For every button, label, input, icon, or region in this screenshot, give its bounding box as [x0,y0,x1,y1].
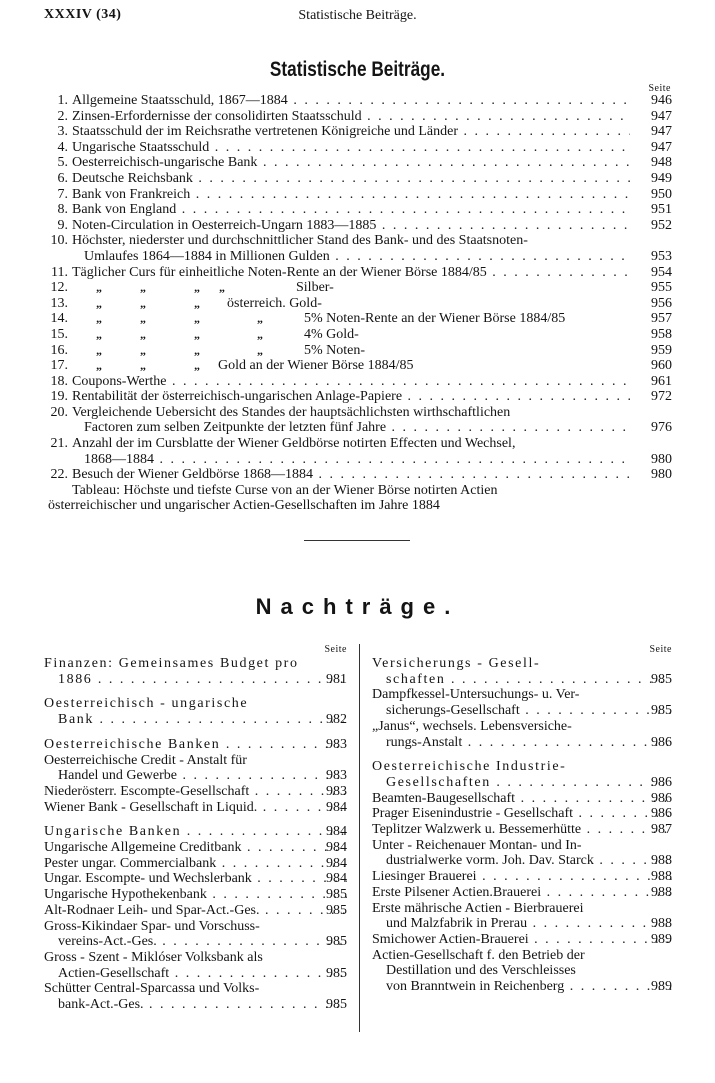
entry-page: 946 [651,93,672,108]
addenda-entry [372,885,672,901]
ditto-mark: „ [194,280,200,295]
entry-text-line: Handel und Gewerbe . . . [44,768,347,784]
entry-title: Gold an der Wiener Börse 1884/85 [218,358,414,374]
entry-page: 972 [651,389,672,405]
addenda-entry [372,838,672,869]
entry-page: 950 [651,186,672,202]
entry-title: 4% Gold- [304,326,359,342]
entry-page: 988 [651,884,672,900]
addenda-entry [44,887,347,903]
entry-title: 5% Noten- [304,342,366,358]
entry-page: 956 [651,295,672,311]
entry-number: 5. [57,155,68,171]
entry-page: 952 [651,217,672,233]
entry-title: Deutsche Reichsbank . . . [72,171,630,187]
tableau-text: österreichischer und ungarischer Actien-Gesellschaften im Jahre 1884 [48,498,440,514]
entry-page: 949 [651,170,672,186]
entry-page: 983 [326,768,347,784]
addenda-heading [44,824,347,840]
entry-text-line: Gross-Kikindaer Spar- und Vorschuss- [44,918,260,934]
entry-page: 951 [651,202,672,218]
entry-title-continuation: Umlaufes 1864—1884 in Millionen Gulden . . . [84,249,630,265]
entry-page: 985 [651,671,672,687]
entry-text-line: rungs-Anstalt . . . [372,735,672,751]
entry-text-line: Schütter Central-Sparcassa und Volks- [44,981,260,997]
entry-title: Zinsen-Erfordernisse der consolidirten Staatsschuld . . . [72,109,630,125]
addenda-entry [372,948,672,995]
ditto-mark: „ [194,311,200,326]
entry-text-line: Unter - Reichenauer Montan- und In- [372,837,582,853]
ditto-mark: „ [257,342,263,357]
entry-page: 987 [651,822,672,838]
addenda-heading [372,759,672,790]
ditto-mark: „ [140,311,146,326]
entry-page: 988 [651,916,672,932]
toc-row-continuation [44,249,672,265]
entry-page: 984 [326,840,347,856]
addenda-heading [372,656,672,687]
toc-row-continuation [44,420,672,436]
entry-number: 8. [57,202,68,218]
entry-page: 980 [651,451,672,467]
entry-text-line: Oesterreichische Industrie- [372,759,567,775]
ditto-mark: „ [96,326,102,341]
heading-spacer [372,750,672,759]
addenda-entry [372,869,672,885]
entry-page: 947 [651,124,672,140]
seite-label: Seite [324,644,347,655]
page-header-left: XXXIV (34) [44,7,122,22]
entry-number: 18. [50,373,68,389]
toc-row [44,187,672,203]
toc-row [44,343,672,359]
ditto-mark: „ [194,358,200,373]
addenda-entry [44,753,347,784]
entry-page: 955 [651,280,672,296]
ditto-mark: „ [257,311,263,326]
entry-text-line: Pester ungar. Commercialbank . . . [44,856,347,872]
addenda-entry [44,784,347,800]
entry-page: 982 [326,712,347,728]
entry-text-line: Beamten-Baugesellschaft . . . [372,791,672,807]
toc-row [44,405,672,421]
entry-title-continuation: Factoren zum selben Zeitpunkte der letzten fünf Jahre . . . [84,420,630,436]
running-title: Statistische Beiträge. [298,8,417,23]
ditto-mark: „ [257,326,263,341]
entry-title: Höchster, niederster und durchschnittlicher Stand des Bank- und des Staatsnoten- [72,233,528,249]
toc-row [44,124,672,140]
heading-spacer [44,728,347,737]
entry-page: 985 [326,997,347,1013]
entry-text-line: Liesinger Brauerei . . . [372,869,672,885]
entry-page: 984 [326,871,347,887]
addenda-entry [44,856,347,872]
entry-page: 947 [651,108,672,124]
entry-text-line: Ungarische Allgemeine Creditbank . . . [44,840,347,856]
entry-page: 986 [651,774,672,790]
entry-number: 9. [57,217,68,233]
entry-page: 984 [326,799,347,815]
entry-page: 986 [651,790,672,806]
ditto-mark: „ [140,295,146,310]
entry-text-line: Oesterreichische Banken . . . [44,737,347,753]
entry-page: 959 [651,342,672,358]
entry-text-line: Niederösterr. Escompte-Gesellschaft . . . [44,784,347,800]
addenda-entry [44,800,347,816]
entry-page: 983 [326,736,347,752]
entry-title: österreich. Gold- [227,295,322,311]
entry-number: 17. [50,358,68,374]
entry-text-line: von Branntwein in Reichenberg . . . [372,979,672,995]
entry-page: 957 [651,311,672,327]
entry-number: 12. [50,280,68,296]
toc-row [44,311,672,327]
ditto-mark: „ [96,280,102,295]
addenda-right-column [372,642,672,995]
entry-text-line: Alt-Rodnaer Leih- und Spar-Act.-Ges. . . . [44,903,347,919]
entry-number: 19. [50,389,68,405]
tableau-text: Tableau: Höchste und tiefste Curse von an der Wiener Börse notirten Actien [72,482,498,498]
entry-page: 985 [326,934,347,950]
addenda-entry [372,932,672,948]
entry-number: 7. [57,186,68,202]
entry-page: 983 [326,783,347,799]
addenda-entry [44,903,347,919]
section-divider [304,540,410,541]
entry-page: 989 [651,931,672,947]
entry-page: 981 [326,671,347,687]
entry-page: 947 [651,139,672,155]
entry-text-line: Gesellschaften . . . [372,775,672,791]
entry-page: 988 [651,869,672,885]
entry-text-line: Finanzen: Gemeinsames Budget pro [44,656,299,671]
entry-page: 985 [651,703,672,719]
entry-page: 985 [326,887,347,903]
ditto-mark: „ [140,342,146,357]
entry-page: 953 [651,248,672,264]
entry-title: Oesterreichisch-ungarische Bank . . . [72,155,630,171]
entry-text-line: 1886 . . . [44,672,347,688]
entry-page: 985 [326,902,347,918]
ditto-mark: „ [96,358,102,373]
entry-number: 20. [50,404,68,420]
addenda-entry [372,806,672,822]
addenda-entry [44,950,347,981]
addenda-heading [44,656,347,687]
entry-number: 21. [50,436,68,452]
addenda-left-column [44,642,347,1013]
entry-text-line: Dampfkessel-Untersuchungs- u. Ver- [372,687,580,703]
toc-row [44,218,672,234]
entry-title: Bank von Frankreich . . . [72,187,630,203]
toc-row [44,436,672,452]
entry-text-line: und Malzfabrik in Prerau . . . [372,916,672,932]
ditto-mark: „ [96,295,102,310]
entry-text-line: dustrialwerke vorm. Joh. Dav. Starck . . . [372,853,672,869]
tableau-line [44,483,672,499]
entry-title: Noten-Circulation in Oesterreich-Ungarn 1883—1885 . . . [72,218,630,234]
entry-title: Besuch der Wiener Geldbörse 1868—1884 . . . [72,467,630,483]
entry-number: 22. [50,467,68,483]
ditto-mark: „ [194,295,200,310]
seite-label: Seite [648,83,671,94]
entry-page: 988 [651,853,672,869]
entry-page: 984 [326,824,347,840]
entry-page: 980 [651,467,672,483]
statistics-toc [44,93,672,514]
entry-number: 4. [57,139,68,155]
toc-row [44,389,672,405]
entry-text-line: Erste Pilsener Actien.Brauerei . . . [372,885,672,901]
entry-text-line: vereins-Act.-Ges. . . . [44,934,347,950]
seite-label: Seite [649,644,672,655]
column-divider [359,644,360,1032]
entry-text-line: Versicherungs - Gesell- [372,656,541,671]
toc-row [44,233,672,249]
entry-number: 11. [51,264,68,280]
toc-row [44,265,672,281]
entry-title: Allgemeine Staatsschuld, 1867—1884 . . . [72,93,630,109]
entry-number: 6. [57,170,68,186]
toc-row [44,374,672,390]
entry-number: 3. [57,124,68,140]
ditto-mark: „ [219,280,225,295]
addenda-entry [372,901,672,932]
toc-row [44,280,672,296]
heading-spacer [44,815,347,824]
addenda-entry [44,919,347,950]
addenda-entry [44,981,347,1012]
toc-row [44,109,672,125]
entry-text-line: Wiener Bank - Gesellschaft in Liquid. . . . [44,800,347,816]
toc-row-continuation [44,452,672,468]
ditto-mark: „ [194,342,200,357]
entry-title: Täglicher Curs für einheitliche Noten-Rente an der Wiener Börse 1884/85 . . . [72,265,630,281]
section-title-nachtraege: Nachträge. [255,594,460,619]
entry-text-line: „Janus“, wechsels. Lebensversiche- [372,718,572,734]
toc-row [44,202,672,218]
toc-row [44,327,672,343]
tableau-line [44,498,672,514]
entry-page: 989 [651,979,672,995]
entry-page: 986 [651,734,672,750]
entry-page: 960 [651,358,672,374]
toc-row [44,171,672,187]
entry-text-line: Oesterreichische Credit - Anstalt für [44,752,247,768]
toc-row [44,467,672,483]
toc-row [44,155,672,171]
ditto-mark: „ [96,311,102,326]
entry-text-line: Teplitzer Walzwerk u. Bessemerhütte . . . [372,822,672,838]
entry-title: Vergleichende Uebersicht des Standes der hauptsächlichsten wirthschaftlichen [72,404,511,420]
ditto-mark: „ [194,326,200,341]
entry-number: 2. [57,108,68,124]
addenda-entry [372,822,672,838]
entry-text-line: Ungarische Banken . . . [44,824,347,840]
entry-page: 948 [651,155,672,171]
entry-text-line: Gross - Szent - Miklóser Volksbank als [44,949,263,965]
entry-title: Ungarische Staatsschuld . . . [72,140,630,156]
entry-title: Anzahl der im Cursblatte der Wiener Geldbörse notirten Effecten und Wechsel, [72,436,516,452]
entry-text-line: schaften . . . [372,672,672,688]
entry-text-line: Erste mährische Actien - Bierbrauerei [372,900,584,916]
addenda-entry [372,791,672,807]
entry-text-line: Actien-Gesellschaft . . . [44,966,347,982]
entry-title: 5% Noten-Rente an der Wiener Börse 1884/85 [304,311,566,327]
toc-row [44,296,672,312]
addenda-entry [44,871,347,887]
entry-text-line: Ungar. Escompte- und Wechslerbank . . . [44,871,347,887]
ditto-mark: „ [140,280,146,295]
entry-page: 976 [651,420,672,436]
entry-number: 1. [57,93,68,108]
entry-title: Silber- [296,280,334,296]
entry-page: 961 [651,373,672,389]
addenda-heading [44,737,347,753]
entry-number: 15. [50,326,68,342]
addenda-entry [372,687,672,718]
entry-page: 986 [651,806,672,822]
entry-page: 954 [651,264,672,280]
entry-number: 14. [50,311,68,327]
entry-text-line: Prager Eisenindustrie - Gesellschaft . . . [372,806,672,822]
entry-title: Coupons-Werthe . . . [72,374,630,390]
ditto-mark: „ [140,326,146,341]
toc-row [44,140,672,156]
entry-text-line: bank-Act.-Ges. . . . [44,997,347,1013]
entry-page: 985 [326,965,347,981]
ditto-mark: „ [140,358,146,373]
entry-text-line: Actien-Gesellschaft f. den Betrieb der [372,947,585,963]
entry-text-line: sicherungs-Gesellschaft . . . [372,703,672,719]
addenda-entry [44,840,347,856]
addenda-heading [44,696,347,727]
entry-number: 10. [50,233,68,249]
ditto-mark: „ [96,342,102,357]
heading-spacer [44,687,347,696]
entry-text-line: Smichower Actien-Brauerei . . . [372,932,672,948]
entry-text-line: Destillation und des Verschleisses [386,963,576,979]
entry-page: 984 [326,855,347,871]
entry-number: 16. [50,342,68,358]
addenda-entry [372,719,672,750]
section-title-statistische-beitraege: Statistische Beiträge. [269,58,446,81]
toc-row [44,358,672,374]
entry-text-line: Bank . . . [44,712,347,728]
entry-title: Rentabilität der österreichisch-ungarischen Anlage-Papiere . . . [72,389,630,405]
entry-title-continuation: 1868—1884 . . . [84,452,630,468]
entry-text-line: Ungarische Hypothekenbank . . . [44,887,347,903]
entry-title: Bank von England . . . [72,202,630,218]
entry-page: 958 [651,326,672,342]
entry-title: Staatsschuld der im Reichsrathe vertretenen Königreiche und Länder . . . [72,124,630,140]
toc-row [44,93,672,109]
entry-number: 13. [50,295,68,311]
entry-text-line: Oesterreichisch - ungarische [44,696,249,712]
